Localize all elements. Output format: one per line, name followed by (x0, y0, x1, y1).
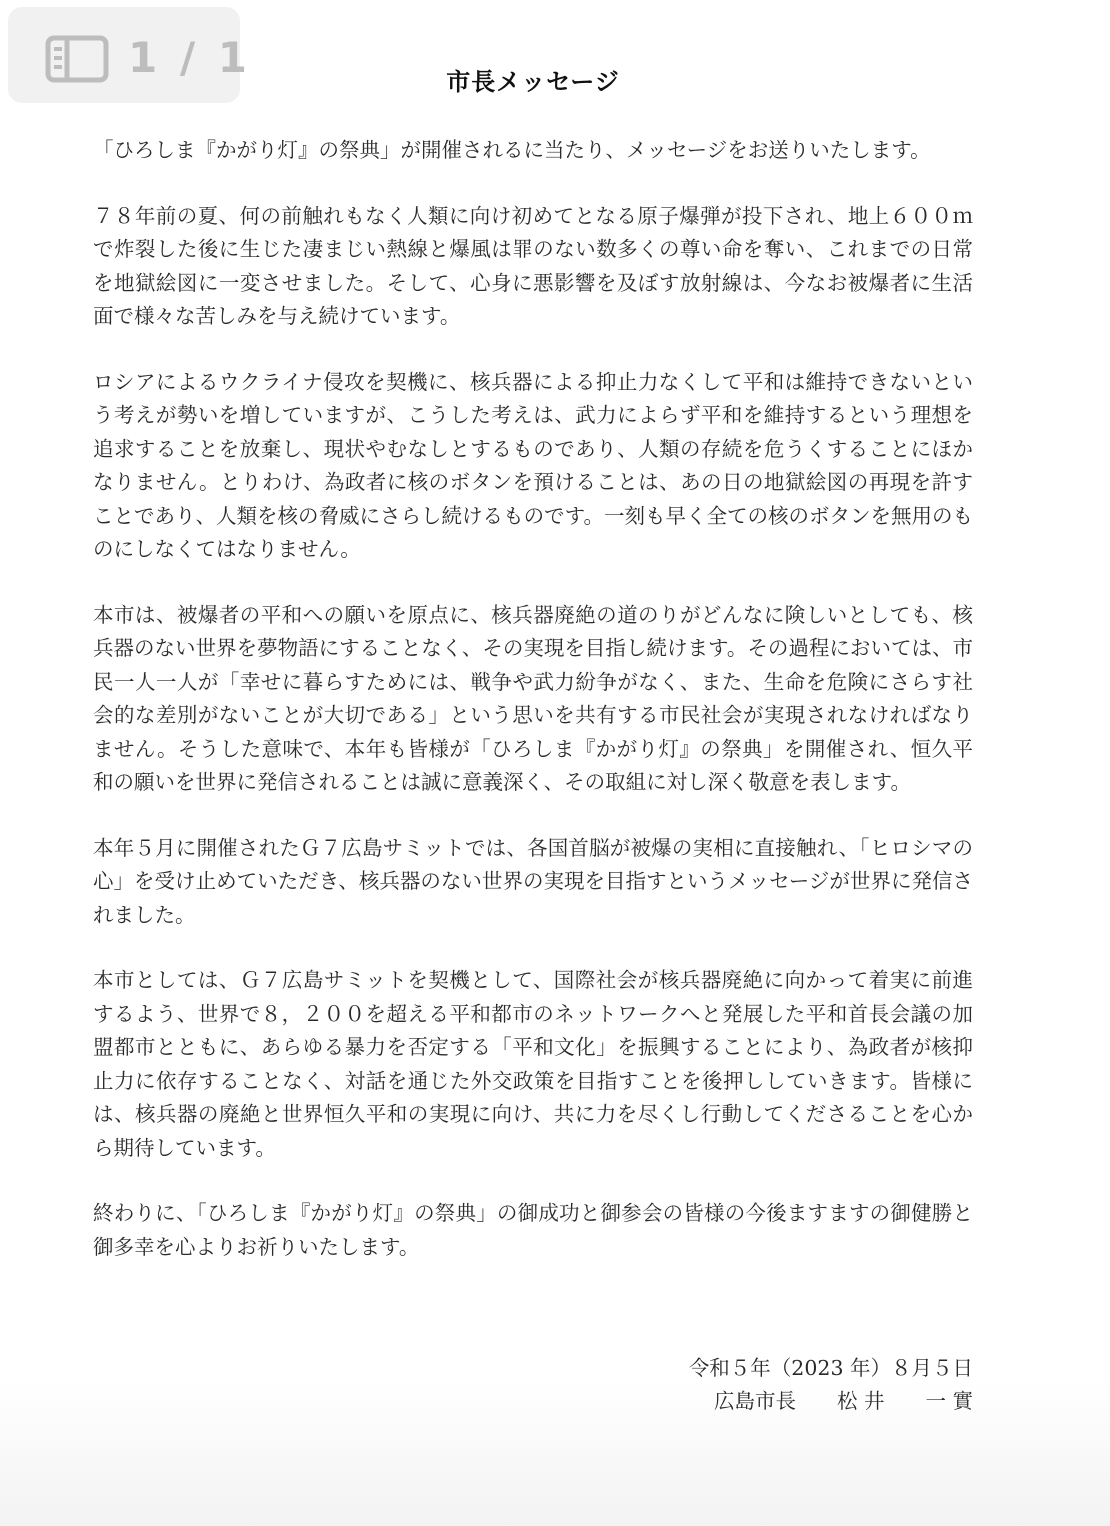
paragraph: 本市としては、Ｇ７広島サミットを契機として、国際社会が核兵器廃絶に向かって着実に前進するよう、世界で８，２００を超える平和都市のネットワークへと発展した平和首長会議の加盟都市とともに、あらゆる暴力を否定する「平和文化」を振興することにより、為政者が核抑止力に依存することなく、対話を通じた外交政策を目指すことを後押ししていきます。皆様には、核兵器の廃絶と世界恒久平和の実現に向け、共に力を尽くし行動してくださることを心から期待しています。 (93, 968, 973, 1160)
paragraph: ロシアによるウクライナ侵攻を契機に、核兵器による抑止力なくして平和は維持できないという考えが勢いを増していますが、こうした考えは、武力によらず平和を維持するという理想を追求することを放棄し、現状やむなしとするものであり、人類の存続を危うくすることにほかなりません。とりわけ、為政者に核のボタンを預けることは、あの日の地獄絵図の再現を許すことであり、人類を核の脅威にさらし続けるものです。一刻も早く全ての核のボタンを無用のものにしなくてはなりません。 (93, 369, 973, 561)
document-title: 市長メッセージ (446, 68, 620, 96)
signatory: 広島市長 松 井 一 實 (713, 1389, 973, 1413)
paragraph: 本市は、被爆者の平和への願いを原点に、核兵器廃絶の道のりがどんなに険しいとしても、核兵器のない世界を夢物語にすることなく、その実現を目指し続けます。その過程においては、市民一人一人が「幸せに暮らすためには、戦争や武力紛争がなく、また、生命を危険にさらす社会的な差別がないことが大切である」という思いを共有する市民社会が実現されなければなりません。そうした意味で、本年も皆様が「ひろしま『かがり灯』の祭典」を開催され、恒久平和の願いを世界に発信されることは誠に意義深く、その取組に対し深く敬意を表します。 (93, 602, 973, 794)
paragraph: 本年５月に開催されたＧ７広島サミットでは、各国首脳が被爆の実相に直接触れ、「ヒロシマの心」を受け止めていただき、核兵器のない世界の実現を目指すというメッセージが世界に発信されました。 (93, 835, 973, 927)
paragraph: ７８年前の夏、何の前触れもなく人類に向け初めてとなる原子爆弾が投下され、地上６００ｍで炸裂した後に生じた凄まじい熱線と爆風は罪のない数多くの尊い命を奪い、これまでの日常を地獄絵図に一変させました。そして、心身に悪影響を及ぼす放射線は、今なお被爆者に生活面で様々な苦しみを与え続けています。 (93, 203, 973, 328)
signature-block (689, 1352, 973, 1418)
page-count: 1 / 1 (128, 33, 252, 82)
document (93, 60, 973, 1264)
paragraph: 終わりに、「ひろしま『かがり灯』の祭典」の御成功と御参会の皆様の今後ますますの御健勝と御多幸を心よりお祈りいたします。 (93, 1201, 973, 1259)
issue-date: 令和５年（2023 年）８月５日 (688, 1356, 973, 1380)
paragraph: 「ひろしま『かがり灯』の祭典」が開催されるに当たり、メッセージをお送りいたします。 (93, 138, 931, 162)
